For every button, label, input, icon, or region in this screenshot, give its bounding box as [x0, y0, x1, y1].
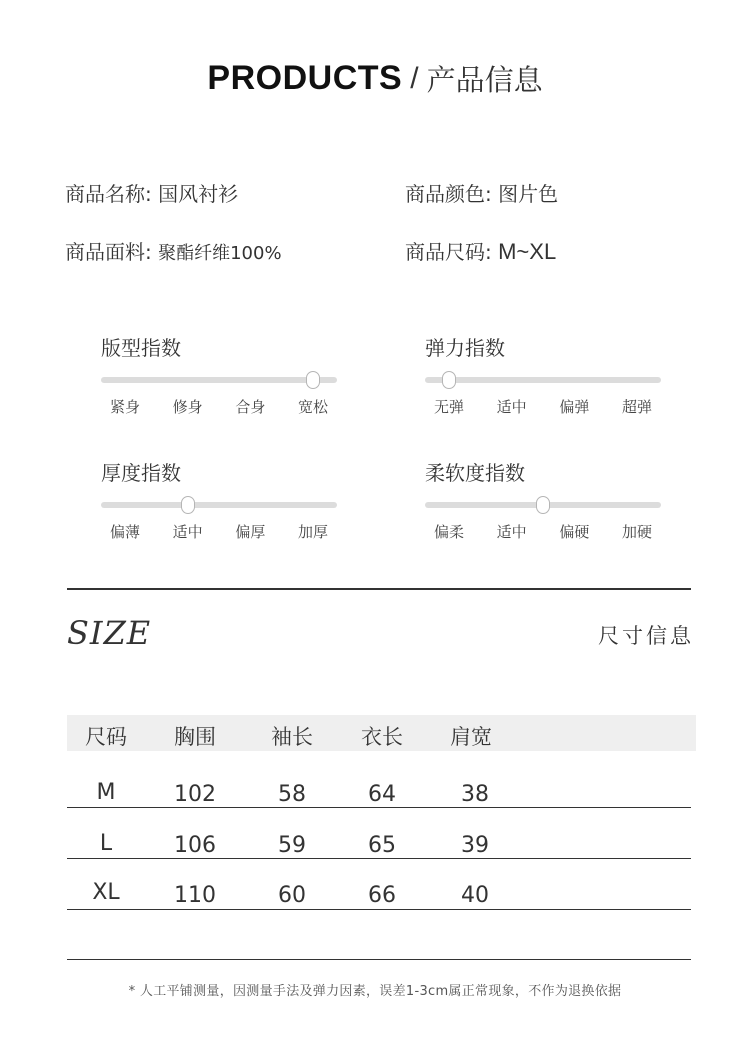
index-options	[101, 521, 337, 543]
index-title: 弹力指数	[425, 336, 505, 360]
index-fit	[101, 332, 341, 416]
index-option: 偏薄	[109, 523, 141, 541]
page-header	[0, 58, 750, 99]
row-divider	[67, 807, 691, 809]
info-label: 商品尺码:	[405, 240, 492, 264]
table-cell: 59	[278, 833, 306, 858]
table-cell: 102	[174, 782, 216, 807]
info-product-fabric	[65, 236, 282, 265]
index-option: 超弹	[621, 398, 653, 416]
header-title-cn: 产品信息	[426, 63, 543, 97]
index-thickness	[101, 457, 341, 541]
header-title-en: PRODUCTS	[207, 59, 403, 97]
index-title: 厚度指数	[101, 461, 181, 485]
index-track	[425, 377, 661, 383]
index-option: 紧身	[109, 398, 141, 416]
index-softness	[425, 457, 665, 541]
section-divider	[67, 588, 691, 590]
info-product-size	[405, 236, 556, 265]
index-options	[425, 521, 661, 543]
index-option: 合身	[235, 398, 266, 416]
index-title: 版型指数	[101, 336, 181, 360]
index-track	[101, 377, 337, 383]
table-cell: 38	[461, 782, 489, 807]
index-thumb	[536, 496, 550, 514]
table-cell: 106	[174, 833, 216, 858]
info-product-color	[405, 178, 558, 207]
index-option: 适中	[172, 523, 203, 541]
index-options	[101, 396, 337, 418]
size-table-header-cell: 肩宽	[450, 725, 492, 749]
row-divider	[67, 858, 691, 860]
table-cell: 65	[368, 833, 396, 858]
index-options	[425, 396, 661, 418]
table-cell: L	[99, 831, 113, 856]
index-thumb	[306, 371, 320, 389]
info-value: 图片色	[498, 182, 559, 206]
footer-divider	[67, 959, 691, 960]
index-option: 适中	[496, 398, 527, 416]
table-cell: 58	[278, 782, 306, 807]
info-value: 国风衬衫	[158, 182, 239, 206]
info-value: 聚酯纤维100%	[158, 243, 282, 264]
index-option: 偏厚	[235, 523, 266, 541]
size-section-title: SIZE	[67, 614, 152, 652]
index-option: 加硬	[621, 523, 653, 541]
table-row	[67, 766, 691, 808]
size-section-subtitle: 尺寸信息	[598, 624, 694, 648]
info-label: 商品面料:	[65, 240, 152, 264]
info-product-name	[65, 178, 238, 207]
table-row	[67, 868, 691, 910]
size-table-header	[67, 715, 696, 751]
index-option: 偏硬	[559, 523, 590, 541]
row-divider	[67, 909, 691, 911]
index-option: 偏弹	[559, 398, 590, 416]
table-cell: 64	[368, 782, 396, 807]
info-label: 商品名称:	[65, 182, 152, 206]
index-option: 偏柔	[433, 523, 465, 541]
index-elasticity	[425, 332, 665, 416]
index-option: 加厚	[297, 523, 329, 541]
measurement-note: * 人工平铺测量，因测量手法及弹力因素，误差1-3cm属正常现象，不作为退换依据	[128, 984, 622, 999]
info-value: M~XL	[498, 239, 557, 264]
table-cell: 60	[278, 883, 306, 908]
table-cell: M	[96, 780, 116, 805]
index-track	[101, 502, 337, 508]
index-option: 宽松	[297, 398, 329, 416]
info-label: 商品颜色:	[405, 182, 492, 206]
table-row	[67, 817, 691, 859]
index-option: 适中	[496, 523, 527, 541]
index-track	[425, 502, 661, 508]
table-cell: 110	[174, 883, 216, 908]
index-title: 柔软度指数	[425, 461, 525, 485]
header-slash: /	[410, 61, 419, 95]
size-table-header-cell: 尺码	[85, 725, 127, 749]
index-thumb	[181, 496, 195, 514]
index-option: 修身	[172, 398, 203, 416]
table-cell: 39	[461, 833, 489, 858]
table-cell: 66	[368, 883, 396, 908]
index-option: 无弹	[433, 398, 465, 416]
size-table-header-cell: 袖长	[271, 725, 313, 749]
table-cell: XL	[92, 880, 120, 905]
size-table-header-cell: 衣长	[361, 725, 403, 749]
table-cell: 40	[461, 883, 489, 908]
size-table-header-cell: 胸围	[174, 725, 216, 749]
index-thumb	[442, 371, 456, 389]
